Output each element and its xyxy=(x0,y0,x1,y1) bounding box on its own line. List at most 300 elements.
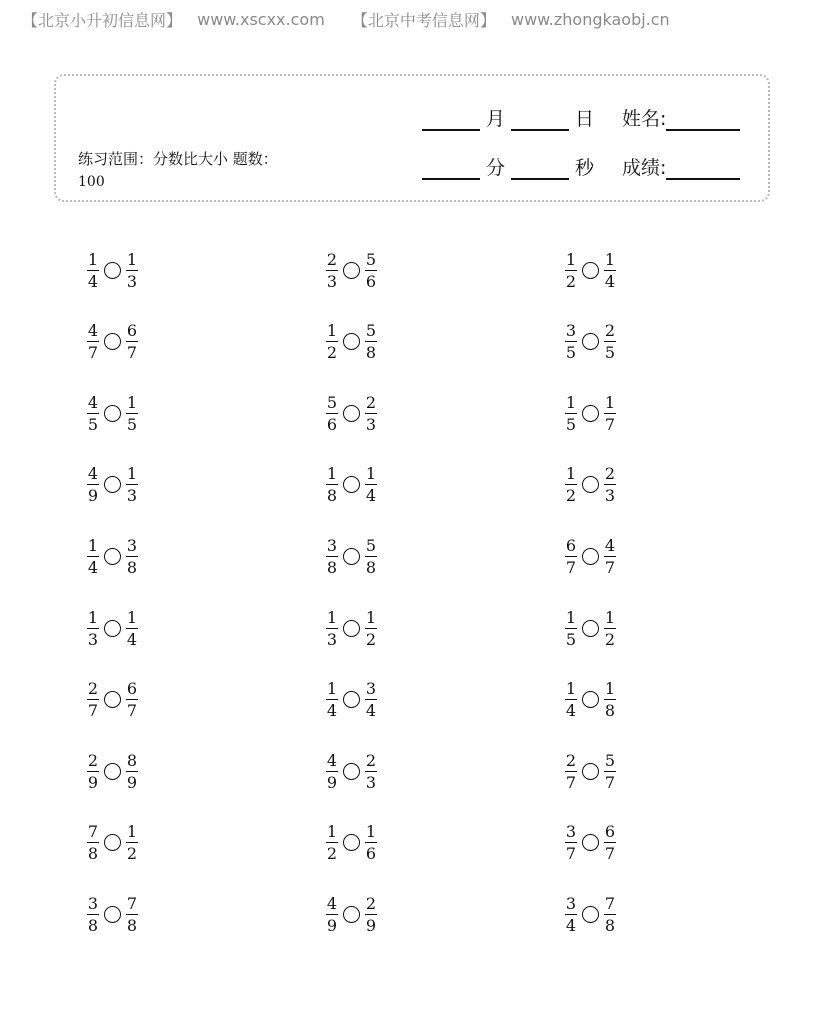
denominator: 6 xyxy=(365,844,377,864)
right-fraction xyxy=(603,608,617,649)
denominator: 4 xyxy=(126,629,138,649)
left-fraction xyxy=(564,464,578,505)
numerator: 1 xyxy=(604,249,616,269)
fraction-bar xyxy=(565,484,577,485)
answer-circle[interactable] xyxy=(104,691,121,708)
left-fraction xyxy=(86,822,100,863)
answer-circle[interactable] xyxy=(582,333,599,350)
numerator: 1 xyxy=(365,607,377,627)
denominator: 6 xyxy=(326,414,338,434)
fraction-bar xyxy=(326,413,338,414)
fraction-bar xyxy=(126,914,138,915)
day-label: 日 xyxy=(575,108,595,130)
numerator: 8 xyxy=(126,750,138,770)
numerator: 2 xyxy=(365,392,377,412)
answer-circle[interactable] xyxy=(582,262,599,279)
denominator: 4 xyxy=(365,486,377,506)
numerator: 1 xyxy=(326,464,338,484)
answer-circle[interactable] xyxy=(343,405,360,422)
fraction-bar xyxy=(604,699,616,700)
worksheet-info-box xyxy=(54,74,770,202)
numerator: 4 xyxy=(87,392,99,412)
numerator: 1 xyxy=(565,679,577,699)
left-fraction xyxy=(564,751,578,792)
answer-circle[interactable] xyxy=(104,620,121,637)
right-fraction xyxy=(125,250,139,291)
fraction-bar xyxy=(126,842,138,843)
problem-item xyxy=(564,387,617,439)
question-count: 100 xyxy=(78,174,105,190)
left-fraction xyxy=(564,321,578,362)
numerator: 2 xyxy=(87,750,99,770)
problem-item xyxy=(86,387,139,439)
fraction-bar xyxy=(326,270,338,271)
numerator: 4 xyxy=(87,464,99,484)
denominator: 5 xyxy=(565,343,577,363)
fraction-bar xyxy=(326,628,338,629)
denominator: 7 xyxy=(126,343,138,363)
fraction-bar xyxy=(126,484,138,485)
fraction-bar xyxy=(604,771,616,772)
left-fraction xyxy=(325,393,339,434)
denominator: 8 xyxy=(604,915,616,935)
denominator: 7 xyxy=(604,844,616,864)
fraction-bar xyxy=(87,771,99,772)
month-blank[interactable] xyxy=(422,109,480,131)
fraction-bar xyxy=(365,842,377,843)
right-fraction xyxy=(603,894,617,935)
fraction-bar xyxy=(365,484,377,485)
right-fraction xyxy=(603,321,617,362)
right-fraction xyxy=(603,679,617,720)
numerator: 7 xyxy=(87,822,99,842)
denominator: 9 xyxy=(87,772,99,792)
fraction-bar xyxy=(365,771,377,772)
minute-label: 分 xyxy=(486,157,506,179)
fraction-bar xyxy=(87,270,99,271)
denominator: 3 xyxy=(326,271,338,291)
numerator: 3 xyxy=(326,535,338,555)
right-fraction xyxy=(603,393,617,434)
left-fraction xyxy=(86,894,100,935)
numerator: 1 xyxy=(365,822,377,842)
right-fraction xyxy=(603,536,617,577)
answer-circle[interactable] xyxy=(104,476,121,493)
problem-item xyxy=(86,244,139,296)
numerator: 1 xyxy=(126,249,138,269)
second-blank[interactable] xyxy=(511,158,569,180)
denominator: 2 xyxy=(565,271,577,291)
site-header xyxy=(22,8,670,32)
right-fraction xyxy=(603,250,617,291)
score-blank[interactable] xyxy=(666,158,740,180)
fraction-bar xyxy=(126,270,138,271)
site1-url[interactable]: www.xscxx.com xyxy=(197,10,325,29)
numerator: 2 xyxy=(604,464,616,484)
left-fraction xyxy=(86,536,100,577)
fraction-bar xyxy=(326,842,338,843)
answer-circle[interactable] xyxy=(582,476,599,493)
problem-item xyxy=(564,602,617,654)
denominator: 7 xyxy=(565,844,577,864)
right-fraction xyxy=(125,393,139,434)
numerator: 1 xyxy=(604,392,616,412)
fraction-bar xyxy=(565,771,577,772)
fraction-bar xyxy=(365,699,377,700)
denominator: 9 xyxy=(326,915,338,935)
problem-item xyxy=(564,244,617,296)
numerator: 4 xyxy=(326,893,338,913)
denominator: 8 xyxy=(126,915,138,935)
left-fraction xyxy=(564,536,578,577)
numerator: 1 xyxy=(126,822,138,842)
name-blank[interactable] xyxy=(666,109,740,131)
numerator: 7 xyxy=(604,893,616,913)
denominator: 7 xyxy=(87,343,99,363)
numerator: 1 xyxy=(126,464,138,484)
problem-item xyxy=(325,530,378,582)
denominator: 3 xyxy=(365,414,377,434)
numerator: 1 xyxy=(326,822,338,842)
denominator: 7 xyxy=(604,557,616,577)
answer-circle[interactable] xyxy=(343,333,360,350)
problem-item xyxy=(564,745,617,797)
numerator: 3 xyxy=(565,893,577,913)
denominator: 8 xyxy=(365,343,377,363)
right-fraction xyxy=(125,608,139,649)
numerator: 6 xyxy=(604,822,616,842)
denominator: 7 xyxy=(604,772,616,792)
numerator: 1 xyxy=(326,321,338,341)
fraction-bar xyxy=(87,914,99,915)
fraction-bar xyxy=(565,699,577,700)
answer-circle[interactable] xyxy=(104,333,121,350)
answer-circle[interactable] xyxy=(582,763,599,780)
denominator: 2 xyxy=(365,629,377,649)
answer-circle[interactable] xyxy=(343,262,360,279)
name-label: 姓名: xyxy=(622,108,667,130)
left-fraction xyxy=(86,751,100,792)
answer-circle[interactable] xyxy=(343,763,360,780)
fraction-bar xyxy=(87,842,99,843)
denominator: 9 xyxy=(126,772,138,792)
denominator: 5 xyxy=(565,629,577,649)
fraction-bar xyxy=(604,914,616,915)
fraction-bar xyxy=(126,413,138,414)
problem-item xyxy=(325,745,378,797)
left-fraction xyxy=(564,679,578,720)
answer-circle[interactable] xyxy=(104,548,121,565)
numerator: 6 xyxy=(565,535,577,555)
denominator: 2 xyxy=(126,844,138,864)
denominator: 7 xyxy=(565,772,577,792)
fraction-bar xyxy=(565,556,577,557)
numerator: 1 xyxy=(326,679,338,699)
denominator: 4 xyxy=(87,271,99,291)
numerator: 1 xyxy=(87,249,99,269)
denominator: 3 xyxy=(365,772,377,792)
numerator: 1 xyxy=(565,464,577,484)
left-fraction xyxy=(325,751,339,792)
denominator: 4 xyxy=(604,271,616,291)
numerator: 5 xyxy=(365,321,377,341)
right-fraction xyxy=(364,679,378,720)
fraction-bar xyxy=(604,628,616,629)
fraction-bar xyxy=(126,628,138,629)
left-fraction xyxy=(564,608,578,649)
answer-circle[interactable] xyxy=(104,906,121,923)
fraction-bar xyxy=(565,628,577,629)
left-fraction xyxy=(564,250,578,291)
numerator: 6 xyxy=(126,679,138,699)
denominator: 4 xyxy=(365,701,377,721)
right-fraction xyxy=(603,464,617,505)
right-fraction xyxy=(125,679,139,720)
answer-circle[interactable] xyxy=(582,620,599,637)
denominator: 2 xyxy=(604,629,616,649)
numerator: 2 xyxy=(326,249,338,269)
right-fraction xyxy=(364,321,378,362)
scope-label: 练习范围：分数比大小 题数： xyxy=(78,150,278,168)
fraction-bar xyxy=(365,556,377,557)
left-fraction xyxy=(86,250,100,291)
denominator: 6 xyxy=(365,271,377,291)
right-fraction xyxy=(603,751,617,792)
problem-item xyxy=(86,530,139,582)
answer-circle[interactable] xyxy=(104,763,121,780)
denominator: 7 xyxy=(87,701,99,721)
time-score-row xyxy=(422,153,740,179)
denominator: 9 xyxy=(326,772,338,792)
numerator: 5 xyxy=(365,535,377,555)
numerator: 7 xyxy=(126,893,138,913)
problem-item xyxy=(86,817,139,869)
numerator: 4 xyxy=(604,535,616,555)
numerator: 3 xyxy=(365,679,377,699)
numerator: 3 xyxy=(126,535,138,555)
fraction-bar xyxy=(87,628,99,629)
site2-url[interactable]: www.zhongkaobj.cn xyxy=(510,10,670,29)
numerator: 5 xyxy=(604,750,616,770)
right-fraction xyxy=(125,536,139,577)
fraction-bar xyxy=(126,556,138,557)
fraction-bar xyxy=(126,341,138,342)
left-fraction xyxy=(325,608,339,649)
right-fraction xyxy=(125,464,139,505)
problem-item xyxy=(86,459,139,511)
problem-item xyxy=(564,817,617,869)
denominator: 7 xyxy=(126,701,138,721)
problem-item xyxy=(86,602,139,654)
numerator: 1 xyxy=(565,249,577,269)
problem-item xyxy=(86,316,139,368)
problem-item xyxy=(564,316,617,368)
fraction-bar xyxy=(604,484,616,485)
answer-circle[interactable] xyxy=(343,620,360,637)
fraction-bar xyxy=(326,484,338,485)
fraction-bar xyxy=(365,413,377,414)
fraction-bar xyxy=(126,771,138,772)
fraction-bar xyxy=(565,842,577,843)
numerator: 4 xyxy=(87,321,99,341)
numerator: 1 xyxy=(604,607,616,627)
denominator: 9 xyxy=(87,486,99,506)
problem-item xyxy=(86,888,139,940)
denominator: 8 xyxy=(326,486,338,506)
denominator: 8 xyxy=(365,557,377,577)
denominator: 5 xyxy=(126,414,138,434)
minute-blank[interactable] xyxy=(422,158,480,180)
fraction-bar xyxy=(365,341,377,342)
fraction-bar xyxy=(365,914,377,915)
right-fraction xyxy=(364,608,378,649)
left-fraction xyxy=(564,894,578,935)
left-fraction xyxy=(325,894,339,935)
right-fraction xyxy=(125,894,139,935)
left-fraction xyxy=(325,536,339,577)
numerator: 5 xyxy=(326,392,338,412)
fraction-bar xyxy=(87,341,99,342)
denominator: 2 xyxy=(565,486,577,506)
denominator: 7 xyxy=(565,557,577,577)
problem-item xyxy=(564,888,617,940)
problem-item xyxy=(564,459,617,511)
answer-circle[interactable] xyxy=(343,834,360,851)
denominator: 3 xyxy=(126,271,138,291)
numerator: 6 xyxy=(126,321,138,341)
answer-circle[interactable] xyxy=(104,834,121,851)
denominator: 5 xyxy=(87,414,99,434)
numerator: 3 xyxy=(565,321,577,341)
numerator: 5 xyxy=(365,249,377,269)
denominator: 8 xyxy=(87,915,99,935)
answer-circle[interactable] xyxy=(104,262,121,279)
numerator: 2 xyxy=(87,679,99,699)
fraction-bar xyxy=(604,341,616,342)
practice-scope xyxy=(78,148,328,193)
answer-circle[interactable] xyxy=(104,405,121,422)
denominator: 5 xyxy=(565,414,577,434)
answer-circle[interactable] xyxy=(582,834,599,851)
fraction-bar xyxy=(565,914,577,915)
answer-circle[interactable] xyxy=(582,405,599,422)
right-fraction xyxy=(364,250,378,291)
denominator: 3 xyxy=(326,629,338,649)
problem-item xyxy=(86,674,139,726)
fraction-bar xyxy=(565,341,577,342)
numerator: 1 xyxy=(326,607,338,627)
right-fraction xyxy=(125,321,139,362)
fraction-bar xyxy=(565,413,577,414)
denominator: 8 xyxy=(126,557,138,577)
denominator: 4 xyxy=(565,915,577,935)
left-fraction xyxy=(86,608,100,649)
problem-item xyxy=(325,888,378,940)
fraction-bar xyxy=(604,413,616,414)
left-fraction xyxy=(325,822,339,863)
site2-name: 【北京中考信息网】 xyxy=(351,11,496,30)
fraction-bar xyxy=(326,341,338,342)
problem-item xyxy=(325,602,378,654)
denominator: 8 xyxy=(87,844,99,864)
denominator: 4 xyxy=(87,557,99,577)
fraction-bar xyxy=(326,699,338,700)
problem-item xyxy=(564,530,617,582)
left-fraction xyxy=(325,321,339,362)
numerator: 2 xyxy=(604,321,616,341)
denominator: 2 xyxy=(326,844,338,864)
fraction-bar xyxy=(604,842,616,843)
numerator: 2 xyxy=(365,893,377,913)
left-fraction xyxy=(564,393,578,434)
denominator: 8 xyxy=(326,557,338,577)
numerator: 1 xyxy=(604,679,616,699)
right-fraction xyxy=(125,822,139,863)
answer-circle[interactable] xyxy=(343,691,360,708)
problem-item xyxy=(325,316,378,368)
numerator: 2 xyxy=(365,750,377,770)
numerator: 2 xyxy=(565,750,577,770)
fraction-bar xyxy=(326,556,338,557)
left-fraction xyxy=(86,321,100,362)
numerator: 1 xyxy=(126,607,138,627)
fraction-bar xyxy=(326,771,338,772)
right-fraction xyxy=(364,751,378,792)
numerator: 1 xyxy=(87,607,99,627)
numerator: 3 xyxy=(87,893,99,913)
numerator: 4 xyxy=(326,750,338,770)
problem-item xyxy=(86,745,139,797)
site1-name: 【北京小升初信息网】 xyxy=(22,11,183,30)
denominator: 9 xyxy=(365,915,377,935)
left-fraction xyxy=(325,464,339,505)
left-fraction xyxy=(325,250,339,291)
fraction-bar xyxy=(604,270,616,271)
numerator: 1 xyxy=(87,535,99,555)
score-label: 成绩: xyxy=(622,157,667,179)
problem-item xyxy=(325,244,378,296)
second-label: 秒 xyxy=(575,157,595,179)
left-fraction xyxy=(86,464,100,505)
answer-circle[interactable] xyxy=(343,548,360,565)
day-blank[interactable] xyxy=(511,109,569,131)
denominator: 7 xyxy=(604,414,616,434)
problem-item xyxy=(325,387,378,439)
denominator: 4 xyxy=(565,701,577,721)
right-fraction xyxy=(364,536,378,577)
left-fraction xyxy=(325,679,339,720)
answer-circle[interactable] xyxy=(582,906,599,923)
denominator: 3 xyxy=(87,629,99,649)
denominator: 4 xyxy=(326,701,338,721)
answer-circle[interactable] xyxy=(343,476,360,493)
problem-item xyxy=(325,459,378,511)
answer-circle[interactable] xyxy=(343,906,360,923)
fraction-bar xyxy=(87,699,99,700)
fraction-bar xyxy=(565,270,577,271)
problem-item xyxy=(325,674,378,726)
fraction-bar xyxy=(87,413,99,414)
right-fraction xyxy=(364,464,378,505)
right-fraction xyxy=(364,822,378,863)
denominator: 8 xyxy=(604,701,616,721)
denominator: 3 xyxy=(604,486,616,506)
answer-circle[interactable] xyxy=(582,691,599,708)
answer-circle[interactable] xyxy=(582,548,599,565)
fraction-bar xyxy=(87,484,99,485)
fraction-bar xyxy=(126,699,138,700)
fraction-bar xyxy=(604,556,616,557)
